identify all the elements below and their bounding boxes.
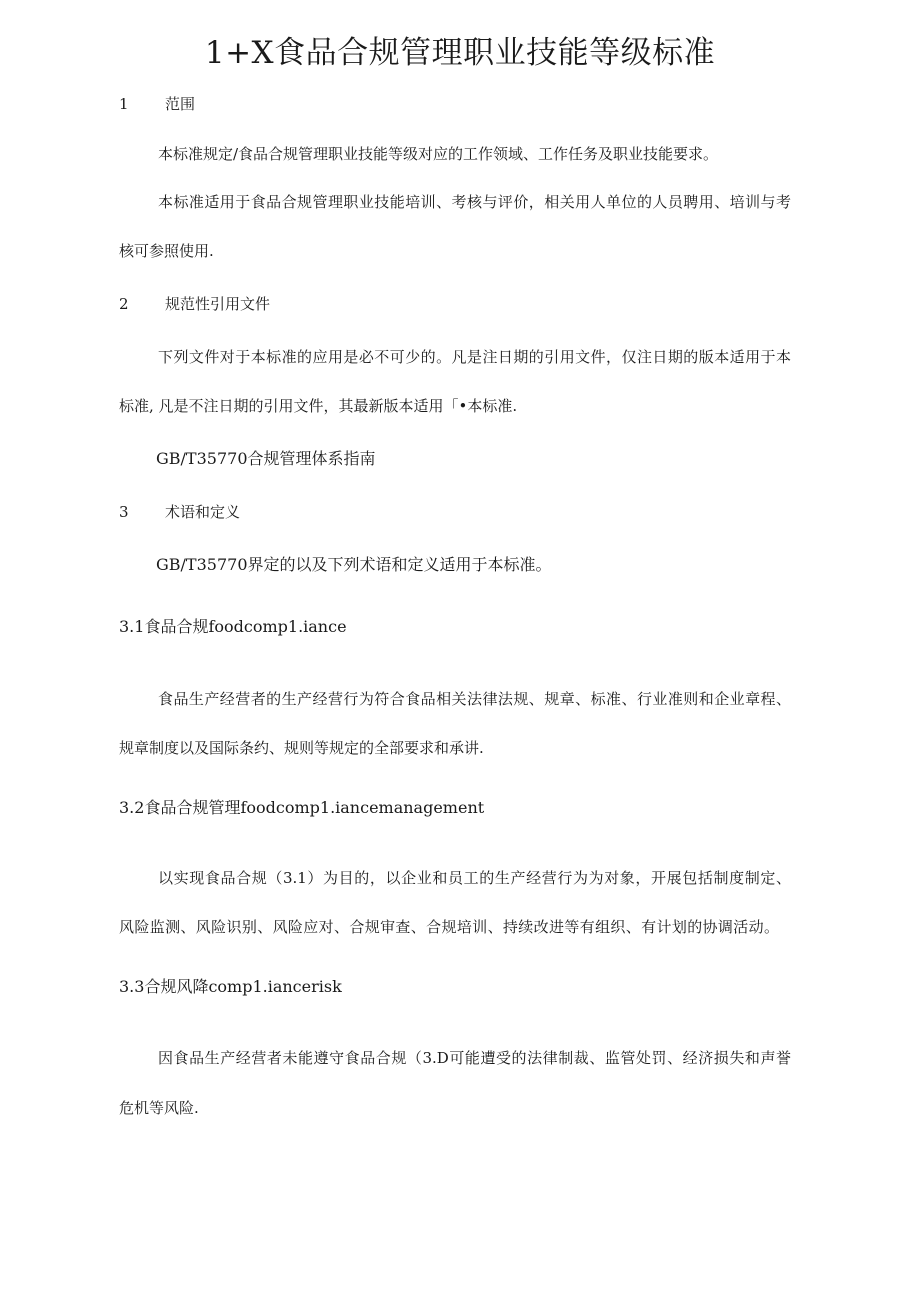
paragraph: GB/T35770界定的以及下列术语和定义适用于本标准。 bbox=[156, 555, 552, 574]
section-heading-terms bbox=[119, 501, 240, 523]
section-title: 术语和定义 bbox=[165, 503, 241, 521]
term-heading-3-1: 3.1食品合规foodcomp1.iance bbox=[119, 617, 347, 636]
section-number: 1 bbox=[119, 95, 129, 113]
section-number: 2 bbox=[119, 295, 129, 313]
paragraph: 危机等风险. bbox=[119, 1099, 199, 1117]
paragraph: 食品生产经营者的生产经营行为符合食品相关法律法规、规章、标准、行业准则和企业章程、 bbox=[158, 690, 791, 708]
term-heading-3-3: 3.3合规风降comp1.iancerisk bbox=[119, 977, 342, 996]
section-heading-references bbox=[119, 293, 270, 315]
section-heading-scope bbox=[119, 93, 195, 115]
paragraph: 因食品生产经营者未能遵守食品合规（3.D可能遭受的法律制裁、监管处罚、经济损失和声誉 bbox=[158, 1049, 791, 1067]
paragraph: 下列文件对于本标准的应用是必不可少的。凡是注日期的引用文件，仅注日期的版本适用于本 bbox=[158, 348, 791, 366]
section-title: 规范性引用文件 bbox=[165, 295, 271, 313]
section-title: 范围 bbox=[165, 95, 196, 113]
document-title: 1+X食品合规管理职业技能等级标准 bbox=[204, 35, 716, 71]
paragraph: 标准, 凡是不注日期的引用文件，其最新版本适用「•本标准. bbox=[119, 397, 518, 415]
paragraph: 核可参照使用. bbox=[119, 242, 214, 260]
reference-item: GB/T35770合规管理体系指南 bbox=[156, 449, 376, 468]
section-number: 3 bbox=[119, 503, 129, 521]
paragraph: 规章制度以及国际条约、规则等规定的全部要求和承讲. bbox=[119, 739, 484, 757]
paragraph: 本标准规定/食品合规管理职业技能等级对应的工作领域、工作任务及职业技能要求。 bbox=[158, 145, 719, 163]
term-heading-3-2: 3.2食品合规管理foodcomp1.iancemanagement bbox=[119, 798, 485, 817]
paragraph: 以实现食品合规（3.1）为目的，以企业和员工的生产经营行为为对象，开展包括制度制定、 bbox=[158, 869, 791, 887]
paragraph: 风险监测、风险识别、风险应对、合规审查、合规培训、持续改进等有组织、有计划的协调活动。 bbox=[119, 918, 779, 936]
paragraph: 本标准适用于食品合规管理职业技能培训、考核与评价，相关用人单位的人员聘用、培训与考 bbox=[158, 193, 791, 211]
